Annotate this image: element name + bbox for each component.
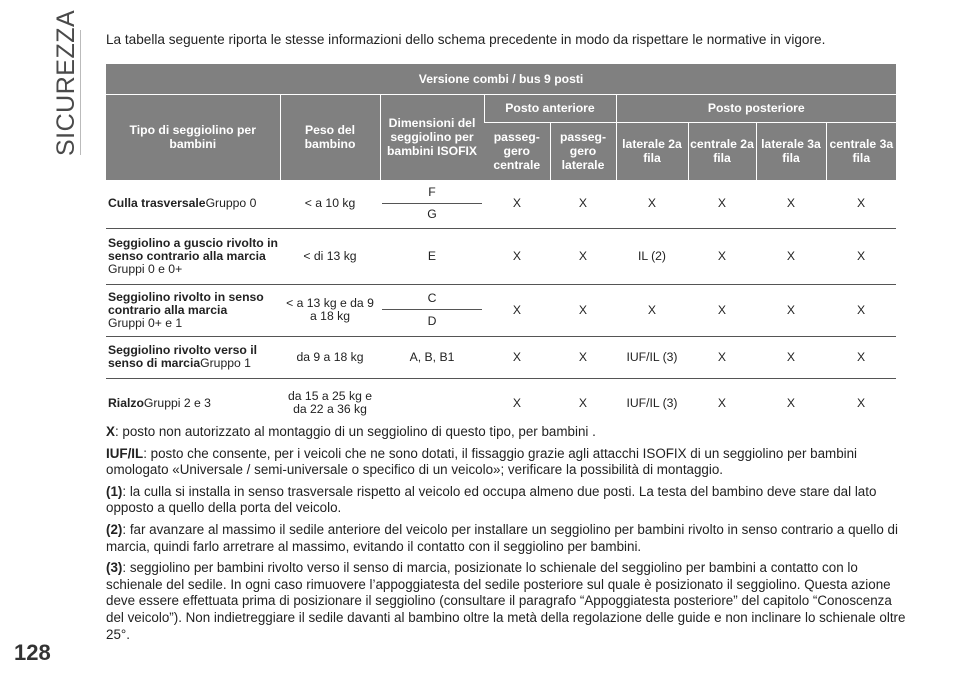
- value-cell: X: [786, 395, 796, 410]
- table-main-header: Versione combi / bus 9 posti: [106, 64, 896, 94]
- value-cell: X: [856, 248, 866, 263]
- child-seat-table: [106, 64, 896, 428]
- value-cell: X: [856, 395, 866, 410]
- isofix-cell: A, B, B1: [409, 349, 455, 364]
- weight-cell: < a 13 kg e da 9 a 18 kg: [286, 296, 374, 323]
- header-child-weight: Peso del bambino: [280, 94, 380, 180]
- isofix-cell: F G: [380, 180, 484, 228]
- section-title: SICUREZZA: [52, 9, 80, 156]
- isofix-cell: E: [427, 248, 437, 263]
- note-x: X: posto non autorizzato al montaggio di un seggiolino di questo tipo, per bambini .: [106, 424, 596, 439]
- value-cell: X: [786, 196, 796, 211]
- table-row: [106, 378, 896, 428]
- value-cell: X: [856, 349, 866, 364]
- value-cell: X: [578, 248, 588, 263]
- value-cell: X: [578, 349, 588, 364]
- value-cell: X: [717, 395, 727, 410]
- value-cell: X: [512, 349, 522, 364]
- value-cell: X: [786, 248, 796, 263]
- value-cell: X: [512, 196, 522, 211]
- isofix-cell: C D: [380, 284, 484, 336]
- value-cell: IUF/IL (3): [626, 395, 678, 410]
- weight-cell: da 15 a 25 kg e da 22 a 36 kg: [287, 389, 373, 417]
- value-cell: X: [786, 349, 796, 364]
- header-front-center: passeg-gero centrale: [484, 122, 550, 180]
- value-cell: IL (2): [638, 248, 666, 263]
- value-cell: X: [856, 302, 866, 317]
- note-1: (1): la culla si installa in senso trasversale rispetto al veicolo ed occupa almeno due posti. La testa del bambino deve stare dal lato opposto a quello della porta del veicolo.: [106, 483, 877, 516]
- value-cell: X: [578, 196, 588, 211]
- note-3: (3): seggiolino per bambini rivolto verso il senso di marcia, posizionate lo schienale del seggiolino per bambini a contatto con lo schienale del sedile. In ogni caso rimuovere l’appoggiatesta del sedile posteriore sul quale è posizionato il seggiolino. Questa azione deve essere effettuata prima di posizionare il seggiolino (consultare il paragrafo “Appoggiatesta posteriore” del capitolo “Conoscenza del veicolo”). Non indietreggiare il sedile davanti al bambino oltre la metà della regolazione delle guide e non inclinare lo schienale oltre 25°.: [106, 560, 906, 642]
- note-iuf-il: IUF/IL: posto che consente, per i veicoli che ne sono dotati, il fissaggio grazie agli attacchi ISOFIX di un seggiolino per bambini omologato «Universale / semi-universale o specifico di un veicolo»; verificare la possibilità di montaggio.: [106, 445, 858, 478]
- header-isofix-size: Dimensioni del seggiolino per bambini ISOFIX: [380, 94, 484, 180]
- value-cell: X: [578, 302, 588, 317]
- weight-cell: < di 13 kg: [303, 248, 357, 263]
- intro-text: La tabella seguente riporta le stesse informazioni dello schema precedente in modo da rispettare le normative in vigore.: [106, 32, 826, 47]
- table-row: [106, 284, 896, 336]
- value-cell: X: [512, 248, 522, 263]
- value-cell: X: [647, 196, 657, 211]
- value-cell: X: [717, 349, 727, 364]
- header-center-row2: centrale 2a fila: [688, 122, 756, 180]
- page-number: 128: [14, 640, 51, 665]
- value-cell: X: [717, 248, 727, 263]
- seat-type-cell: RialzoGruppi 2 e 3: [108, 395, 211, 410]
- table-row: [106, 336, 896, 378]
- note-2: (2): far avanzare al massimo il sedile anteriore del veicolo per installare un seggiolino per bambini rivolto in senso contrario a quello di marcia, quindi farlo arretrare al massimo, evitando il contatto con il seggiolino per bambini.: [106, 521, 898, 554]
- header-rear-seat: Posto posteriore: [616, 94, 896, 122]
- seat-type-cell: Seggiolino a guscio rivolto in senso contrario alla marcia Gruppi 0 e 0+: [108, 235, 278, 276]
- value-cell: X: [578, 395, 588, 410]
- table-row: [106, 228, 896, 284]
- weight-cell: da 9 a 18 kg: [296, 349, 364, 364]
- header-side-row2: laterale 2a fila: [616, 122, 688, 180]
- legend-notes: [106, 424, 906, 648]
- value-cell: X: [512, 395, 522, 410]
- seat-type-cell: Seggiolino rivolto in senso contrario alla marcia Gruppi 0+ e 1: [108, 289, 264, 330]
- value-cell: X: [647, 302, 657, 317]
- header-front-side: passeg-gero laterale: [550, 122, 616, 180]
- value-cell: X: [856, 196, 866, 211]
- header-center-row3: centrale 3a fila: [826, 122, 896, 180]
- value-cell: X: [512, 302, 522, 317]
- header-side-row3: laterale 3a fila: [756, 122, 826, 180]
- isofix-cell: [380, 378, 484, 428]
- header-seat-type: Tipo di seggiolino per bambini: [106, 94, 280, 180]
- value-cell: IUF/IL (3): [626, 349, 678, 364]
- seat-type-cell: Seggiolino rivolto verso il senso di marciaGruppo 1: [108, 343, 257, 370]
- value-cell: X: [717, 302, 727, 317]
- section-divider: [80, 30, 81, 155]
- weight-cell: < a 10 kg: [304, 196, 356, 211]
- header-front-seat: Posto anteriore: [484, 94, 616, 122]
- seat-type-cell: Culla trasversaleGruppo 0: [108, 196, 257, 211]
- value-cell: X: [786, 302, 796, 317]
- table-row: [106, 180, 896, 228]
- value-cell: X: [717, 196, 727, 211]
